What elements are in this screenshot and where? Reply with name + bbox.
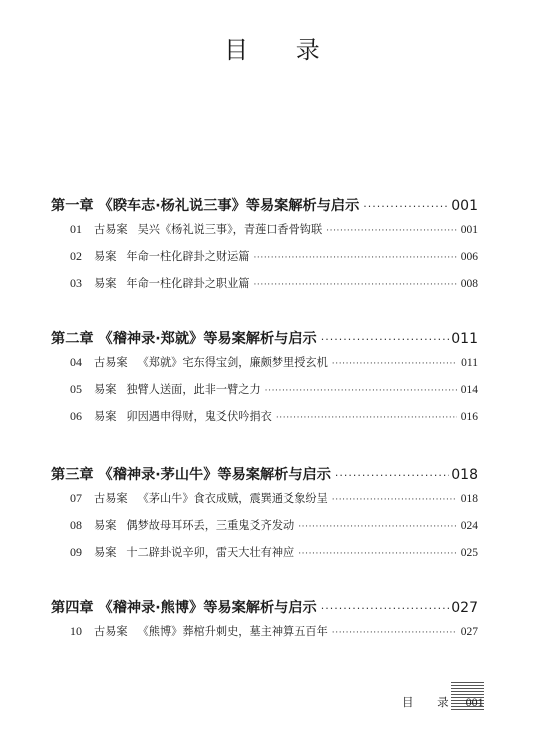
entry-title: 《茅山牛》食衣成贼，震巽通爻象纷呈 <box>137 492 328 505</box>
dot-leader <box>326 226 457 236</box>
dot-leader <box>332 495 457 505</box>
dot-leader <box>321 333 450 346</box>
page-title: 目 录 <box>224 36 340 64</box>
chapter-3 <box>51 464 478 571</box>
chapter-page: 001 <box>451 198 478 214</box>
page-number: 001 <box>465 694 484 709</box>
entry-page: 016 <box>460 411 478 423</box>
entry-number: 07 <box>70 491 82 505</box>
entry-category: 易案 <box>94 410 117 423</box>
toc-entry[interactable] <box>70 544 478 571</box>
entry-number: 02 <box>70 249 82 263</box>
chapter-title: 第三章 《稽神录·茅山牛》等易案解析与启示 <box>51 467 331 483</box>
chapter-1 <box>51 195 478 302</box>
toc-entry[interactable] <box>70 221 478 248</box>
chapter-page: 011 <box>451 331 478 347</box>
chapter-page: 018 <box>451 467 478 483</box>
toc-entry[interactable] <box>70 354 478 381</box>
chapter-heading[interactable] <box>51 464 478 486</box>
entry-number: 05 <box>70 382 82 396</box>
dot-leader <box>363 200 449 213</box>
entry-title: 《熊博》葬棺升刺史，墓主神算五百年 <box>137 625 328 638</box>
entry-number: 09 <box>70 545 82 559</box>
toc-entry[interactable] <box>70 381 478 408</box>
toc-entry[interactable] <box>70 408 478 435</box>
entry-title: 《郑就》宅东得宝剑，廉颇梦里授玄机 <box>137 356 328 369</box>
entry-number: 04 <box>70 355 82 369</box>
toc-entry[interactable] <box>70 490 478 517</box>
entry-page: 024 <box>460 520 478 532</box>
chapter-2 <box>51 328 478 435</box>
chapter-page: 027 <box>451 600 478 616</box>
chapter-heading[interactable] <box>51 328 478 350</box>
dot-leader <box>253 280 456 290</box>
entry-title: 独臂人送面，此非一臂之力 <box>126 383 261 396</box>
entry-page: 027 <box>460 626 478 638</box>
entry-title: 年命一柱化辟卦之职业篇 <box>126 277 250 290</box>
dot-leader <box>321 602 450 615</box>
chapter-heading[interactable] <box>51 597 478 619</box>
entry-number: 03 <box>70 276 82 290</box>
entry-number: 01 <box>70 222 82 236</box>
toc-entry[interactable] <box>70 623 478 650</box>
entry-number: 08 <box>70 518 82 532</box>
toc-entry[interactable] <box>70 248 478 275</box>
entry-category: 古易案 <box>94 356 128 369</box>
entry-page: 014 <box>460 384 478 396</box>
entry-category: 易案 <box>94 519 117 532</box>
entry-title: 卯因遇申得财，鬼爻伏吟捐衣 <box>126 410 272 423</box>
entry-page: 008 <box>460 278 478 290</box>
dot-leader <box>253 253 456 263</box>
entry-category: 古易案 <box>94 625 128 638</box>
chapter-heading[interactable] <box>51 195 478 217</box>
dot-leader <box>332 359 457 369</box>
entry-page: 011 <box>461 357 478 369</box>
entry-page: 018 <box>460 493 478 505</box>
chapter-4 <box>51 597 478 650</box>
entry-category: 古易案 <box>94 223 128 236</box>
dot-leader <box>298 549 457 559</box>
dot-leader <box>265 386 457 396</box>
entry-title: 吴兴《杨礼说三事》，青莲口香骨钩联 <box>137 223 323 236</box>
dot-leader <box>335 469 449 482</box>
entry-category: 古易案 <box>94 492 128 505</box>
entry-page: 025 <box>460 547 478 559</box>
page-footer <box>402 694 487 710</box>
dot-leader <box>298 522 457 532</box>
entry-page: 001 <box>460 224 478 236</box>
entry-title: 年命一柱化辟卦之财运篇 <box>126 250 250 263</box>
entry-number: 06 <box>70 409 82 423</box>
toc-entry[interactable] <box>70 517 478 544</box>
chapter-title: 第一章 《睽车志·杨礼说三事》等易案解析与启示 <box>51 198 360 214</box>
entry-title: 十二辟卦说辛卯，雷天大壮有神应 <box>126 546 295 559</box>
entry-title: 偶梦故母耳环丢，三重鬼爻齐发动 <box>126 519 295 532</box>
entry-category: 易案 <box>94 250 117 263</box>
dot-leader <box>332 628 457 638</box>
entry-page: 006 <box>460 251 478 263</box>
chapter-title: 第二章 《稽神录·郑就》等易案解析与启示 <box>51 331 317 347</box>
toc-entry[interactable] <box>70 275 478 302</box>
chapter-title: 第四章 《稽神录·熊博》等易案解析与启示 <box>51 600 317 616</box>
entry-category: 易案 <box>94 546 117 559</box>
entry-category: 易案 <box>94 277 117 290</box>
entry-number: 10 <box>70 624 82 638</box>
dot-leader <box>276 413 457 423</box>
entry-category: 易案 <box>94 383 117 396</box>
footer-label: 目 录 <box>402 695 459 709</box>
